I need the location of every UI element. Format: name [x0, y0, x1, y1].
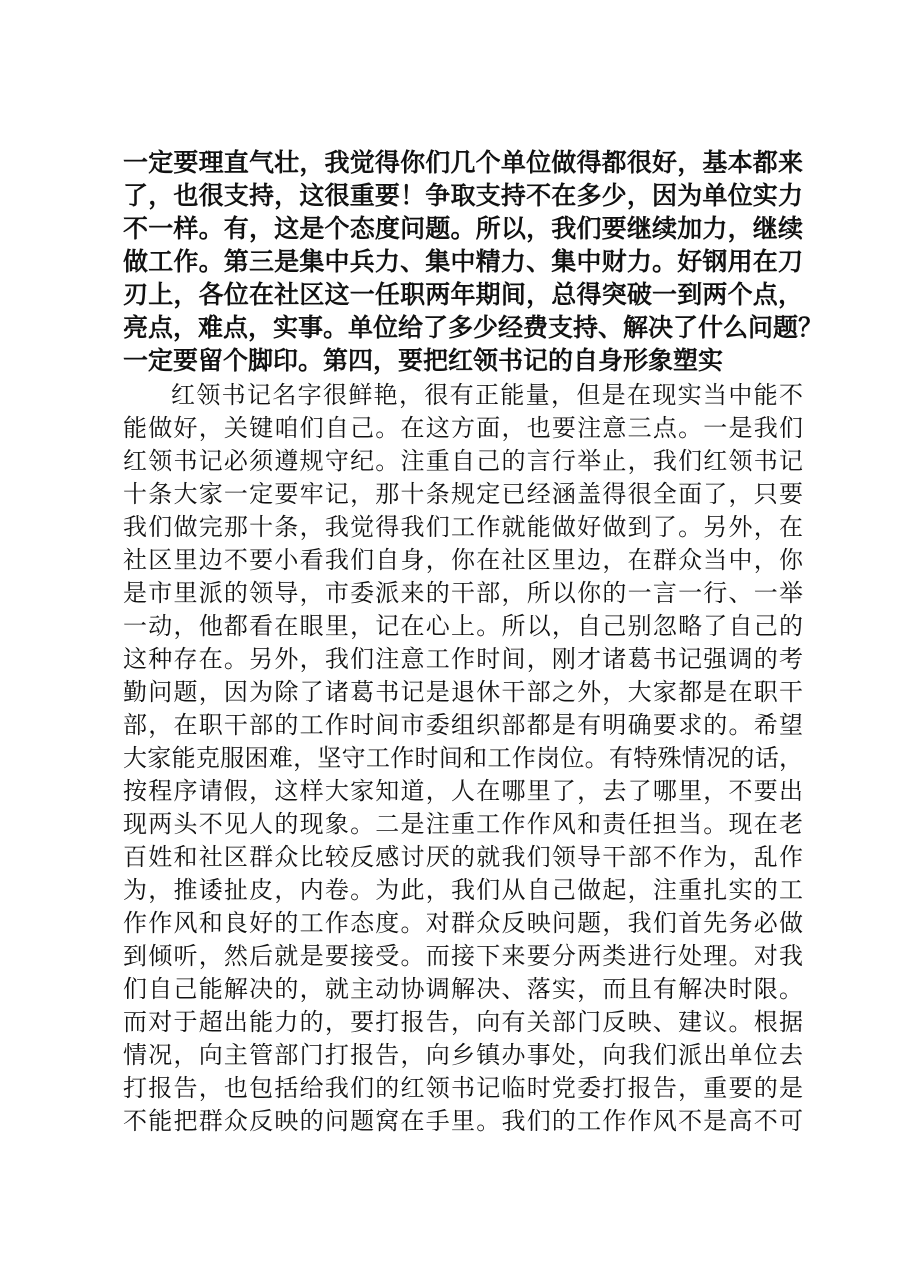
text-line: 红领书记名字很鲜艳，很有正能量，但是在现实当中能不 [171, 381, 803, 409]
text-line: 一动，他都看在眼里，记在心上。所以，自己别忽略了自己的 [123, 612, 803, 640]
bold-paragraph [123, 146, 824, 377]
text-line: 了，也很支持，这很重要！争取支持不在多少，因为单位实力 [123, 181, 803, 210]
text-line: 大家能克服困难，坚守工作时间和工作岗位。有特殊情况的话， [123, 744, 803, 772]
text-line: 十条大家一定要牢记，那十条规定已经涵盖得很全面了，只要 [123, 480, 803, 508]
text-line: 百姓和社区群众比较反感讨厌的就我们领导干部不作为，乱作 [123, 843, 803, 871]
text-line: 现两头不见人的现象。二是注重工作作风和责任担当。现在老 [123, 810, 803, 838]
text-line: 这种存在。另外，我们注意工作时间，刚才诸葛书记强调的考 [123, 645, 803, 673]
text-line: 我们做完那十条，我觉得我们工作就能做好做到了。另外，在 [123, 513, 803, 541]
text-line: 作作风和良好的工作态度。对群众反映问题，我们首先务必做 [123, 909, 803, 937]
text-line: 红领书记必须遵规守纪。注重自己的言行举止，我们红领书记 [123, 447, 803, 475]
text-line: 一定要理直气壮，我觉得你们几个单位做得都很好，基本都来 [123, 148, 803, 177]
text-line: 能做好，关键咱们自己。在这方面，也要注意三点。一是我们 [123, 414, 803, 442]
text-line: 不一样。有，这是个态度问题。所以，我们要继续加力，继续 [123, 214, 803, 243]
text-line: 刃上，各位在社区这一任职两年期间，总得突破一到两个点， [123, 280, 803, 309]
text-line: 到倾听，然后就是要接受。而接下来要分两类进行处理。对我 [123, 942, 803, 970]
text-line: 做工作。第三是集中兵力、集中精力、集中财力。好钢用在刀 [123, 247, 803, 276]
text-line: 社区里边不要小看我们自身，你在社区里边，在群众当中，你 [123, 546, 803, 574]
text-line: 而对于超出能力的，要打报告，向有关部门反映、建议。根据 [123, 1008, 803, 1036]
text-line: 亮点，难点，实事。单位给了多少经费支持、解决了什么问题？ [123, 313, 824, 342]
text-line: 为，推诿扯皮，内卷。为此，我们从自己做起，注重扎实的工 [123, 876, 803, 904]
text-line: 情况，向主管部门打报告，向乡镇办事处，向我们派出单位去 [123, 1041, 803, 1069]
text-line: 是市里派的领导，市委派来的干部，所以你的一言一行、一举 [123, 579, 803, 607]
text-line: 一定要留个脚印。第四，要把红领书记的自身形象塑实 [123, 346, 724, 375]
text-line: 不能把群众反映的问题窝在手里。我们的工作作风不是高不可 [123, 1107, 803, 1135]
body-paragraph [123, 379, 803, 1138]
text-line: 按程序请假，这样大家知道，人在哪里了，去了哪里，不要出 [123, 777, 803, 805]
text-line: 部，在职干部的工作时间市委组织部都是有明确要求的。希望 [123, 711, 803, 739]
text-line: 们自己能解决的，就主动协调解决、落实，而且有解决时限。 [123, 975, 803, 1003]
text-line: 打报告，也包括给我们的红领书记临时党委打报告，重要的是 [123, 1074, 803, 1102]
text-line: 勤问题，因为除了诸葛书记是退休干部之外，大家都是在职干 [123, 678, 803, 706]
